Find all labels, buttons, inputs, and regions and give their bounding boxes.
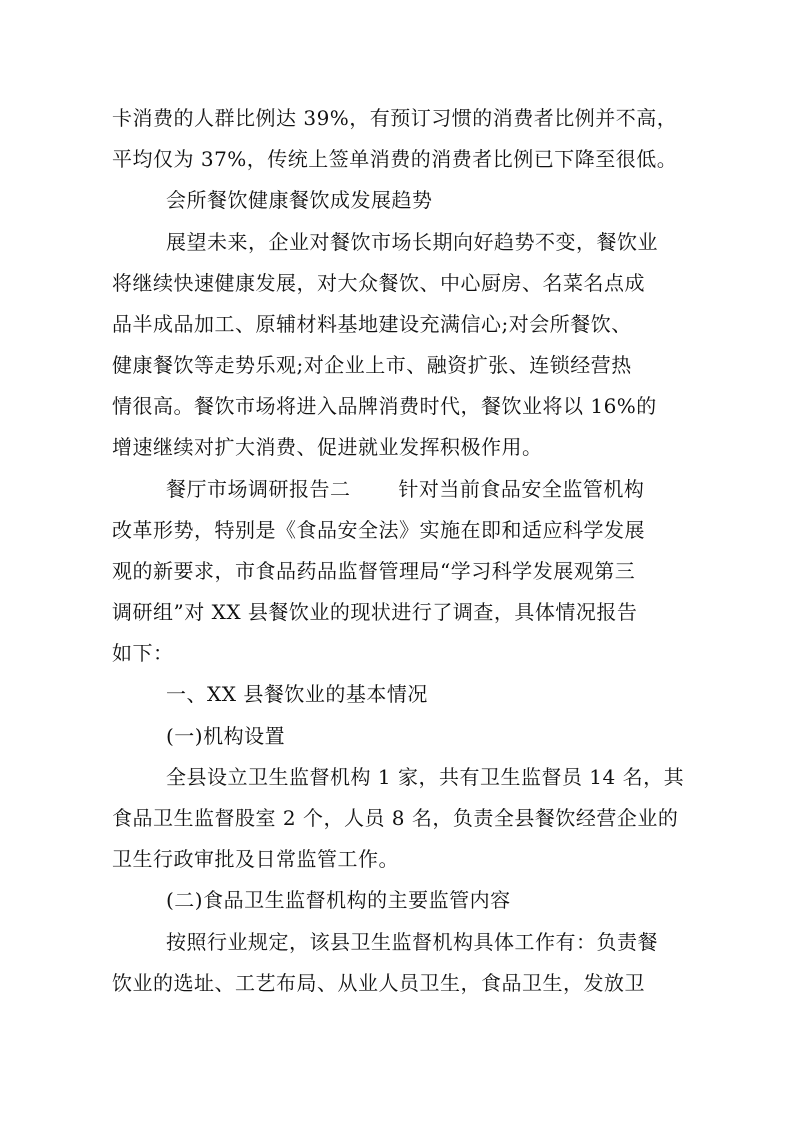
text-line: 观的新要求，市食品药品监督管理局“学习科学发展观第三 bbox=[112, 559, 636, 583]
text-line: 饮业的选址、工艺布局、从业人员卫生，食品卫生，发放卫 bbox=[112, 971, 645, 995]
text-line: 将继续快速健康发展，对大众餐饮、中心厨房、名菜名点成 bbox=[112, 271, 645, 295]
text-line: 情很高。餐饮市场将进入品牌消费时代，餐饮业将以 16%的 bbox=[112, 394, 657, 418]
text-line: 调研组”对 XX 县餐饮业的现状进行了调查，具体情况报告 bbox=[112, 600, 638, 624]
text-line: 平均仅为 37%，传统上签单消费的消费者比例已下降至很低。 bbox=[112, 147, 678, 171]
text-line: 全县设立卫生监督机构 1 家，共有卫生监督员 14 名，其 bbox=[166, 765, 685, 789]
text-line: 展望未来，企业对餐饮市场长期向好趋势不变，餐饮业 bbox=[166, 230, 658, 254]
text-line: 按照行业规定，该县卫生监督机构具体工作有：负责餐 bbox=[166, 930, 658, 954]
subsection-heading: (一)机构设置 bbox=[166, 724, 286, 748]
text-line: 改革形势，特别是《食品安全法》实施在即和适应科学发展 bbox=[112, 518, 645, 542]
text-line: 如下： bbox=[112, 641, 174, 665]
text-line: 健康餐饮等走势乐观;对企业上市、融资扩张、连锁经营热 bbox=[112, 353, 632, 377]
section-heading: 一、XX 县餐饮业的基本情况 bbox=[166, 682, 428, 706]
subsection-heading: (二)食品卫生监督机构的主要监管内容 bbox=[166, 888, 511, 912]
text-line: 卡消费的人群比例达 39%，有预订习惯的消费者比例并不高， bbox=[112, 106, 678, 130]
text-line: 卫生行政审批及日常监管工作。 bbox=[112, 847, 399, 871]
text-line: 品半成品加工、原辅材料基地建设充满信心;对会所餐饮、 bbox=[112, 312, 632, 336]
text-line: 增速继续对扩大消费、促进就业发挥积极作用。 bbox=[112, 435, 543, 459]
report-title-line: 餐厅市场调研报告二 针对当前食品安全监管机构 bbox=[166, 477, 645, 501]
text-line: 食品卫生监督股室 2 个，人员 8 名，负责全县餐饮经营企业的 bbox=[112, 806, 679, 830]
section-heading: 会所餐饮健康餐饮成发展趋势 bbox=[166, 188, 433, 212]
